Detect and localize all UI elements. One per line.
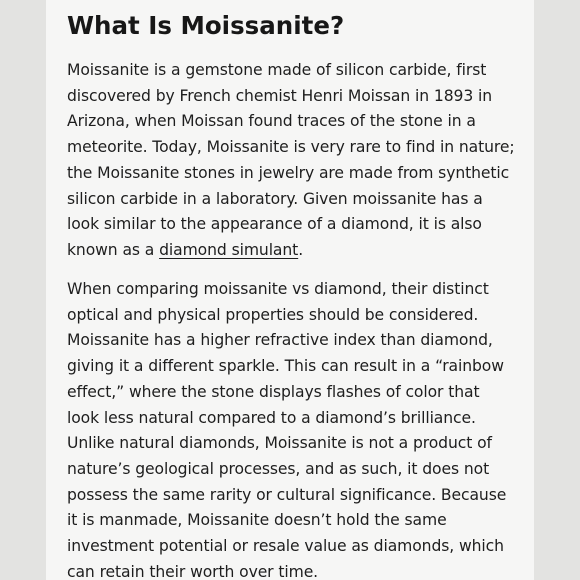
link-prefix-text: known as a — [67, 240, 160, 259]
paragraph-line: can retain their worth over time. — [67, 562, 319, 580]
paragraph-line: discovered by French chemist Henri Moissan in 1893 in — [67, 86, 493, 105]
left-frame-border — [0, 0, 46, 580]
paragraph-line: silicon carbide in a laboratory. Given moissanite has a — [67, 189, 483, 208]
paragraph-intro — [67, 58, 534, 264]
paragraph-line: Moissanite has a higher refractive index than diamond, — [67, 331, 493, 350]
article-panel — [46, 0, 534, 580]
paragraph-line: effect,” where the stone displays flashes of color that — [67, 382, 480, 401]
paragraph-line: it is manmade, Moissanite doesn’t hold the same — [67, 511, 447, 530]
paragraph-line: look less natural compared to a diamond’s brilliance. — [67, 408, 476, 427]
article-title: What Is Moissanite? — [67, 11, 345, 40]
right-frame-border — [534, 0, 580, 580]
paragraph-line: investment potential or resale value as diamonds, which — [67, 537, 504, 556]
paragraph-line: Unlike natural diamonds, Moissanite is not a product of — [67, 434, 492, 453]
diamond-simulant-link[interactable]: diamond simulant — [159, 240, 299, 259]
link-suffix-text: . — [298, 240, 304, 259]
paragraph-line: Moissanite is a gemstone made of silicon carbide, first — [67, 61, 487, 79]
paragraph-line: meteorite. Today, Moissanite is very rare to find in nature; — [67, 138, 515, 157]
paragraph-line: When comparing moissanite vs diamond, their distinct — [67, 280, 489, 298]
paragraph-line: giving it a different sparkle. This can result in a “rainbow — [67, 357, 504, 376]
paragraph-line: look similar to the appearance of a diamond, it is also — [67, 215, 482, 234]
paragraph-line: Arizona, when Moissan found traces of the stone in a — [67, 112, 476, 131]
paragraph-line: possess the same rarity or cultural significance. Because — [67, 485, 507, 504]
paragraph-line-with-link — [67, 238, 534, 264]
paragraph-line: nature’s geological processes, and as such, it does not — [67, 459, 490, 478]
paragraph-comparison — [67, 277, 534, 580]
paragraph-line: the Moissanite stones in jewelry are made from synthetic — [67, 163, 510, 182]
paragraph-line: optical and physical properties should be considered. — [67, 305, 479, 324]
